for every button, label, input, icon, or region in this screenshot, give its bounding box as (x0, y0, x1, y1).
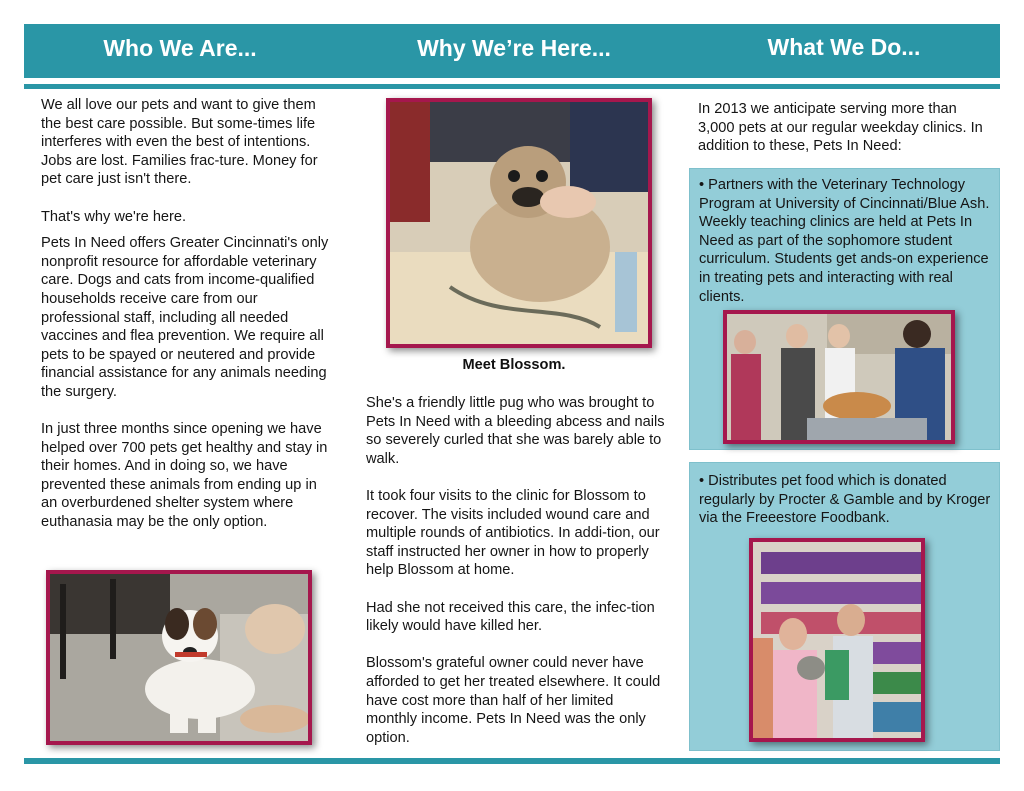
paragraph: In just three months since opening we have helped over 700 pets get healthy and stay in their homes. And in doing so, we have prevented these animals from ending up in an overburdened shelter system where euthanasia may be the only option. (41, 421, 328, 531)
paragraph: That's why we're here. (41, 208, 187, 225)
vet-tech-bullet: • Partners with the Veterinary Technology Program at University of Cincinnati/Blue Ash. Weekly teaching clinics are held at Pets In Need as part of the sophomore student curriculum. Students get ands-on experience in treating pets and interacting with real clients. (699, 177, 990, 305)
what-we-do-title: What We Do... (767, 34, 921, 60)
teaching-clinic-photo (723, 310, 955, 444)
dog-photo (46, 570, 312, 745)
why-we-are-here-body (366, 394, 666, 747)
dog-photo-illustration (50, 574, 308, 741)
paragraph: She's a friendly little pug who was brought to Pets In Need with a bleeding abcess and nails so severely curled that she was barely able to walk. (366, 395, 665, 467)
vet-tech-panel (689, 168, 1000, 450)
paragraph: It took four visits to the clinic for Blossom to recover. The visits included wound care and multiple rounds of antibiotics. In addi-tion, our staff instructed her owner in how to properly help Blossom at home. (366, 487, 660, 579)
paragraph: Pets In Need offers Greater Cincinnati's only nonprofit resource for affordable veterinary care. Dogs and cats from income-qualified households receive care from our professional staff, including all needed vaccines and flea prevention. We require all pets to be spayed or neutered and provide financial assistance for any animals needing the surgery. (41, 235, 329, 400)
why-we-are-here-title: Why We’re Here... (417, 35, 611, 61)
paragraph: Had she not received this care, the infec-tion likely would have killed her. (366, 599, 655, 635)
pet-food-illustration (753, 542, 921, 738)
pet-food-donation-photo (749, 538, 925, 742)
paragraph: We all love our pets and want to give them the best care possible. But some-times life interferes with even the best of intentions. Jobs are lost. Families frac-ture. Money for pet care just isn't there. (41, 97, 318, 188)
header-divider (24, 84, 1000, 89)
blossom-pug-photo (386, 98, 652, 348)
who-we-are-body (41, 96, 333, 532)
pet-food-bullet: • Distributes pet food which is donated regularly by Procter & Gamble and by Kroger via the Freeestore Foodbank. (699, 473, 991, 527)
who-we-are-title: Who We Are... (103, 35, 257, 61)
paragraph: Blossom's grateful owner could never have afforded to get her treated elsewhere. It could have cost more than half of her limited monthly income. Pets In Need was the only option. (366, 655, 661, 746)
footer-divider (24, 758, 1000, 764)
what-we-do-intro: In 2013 we anticipate serving more than 3,000 pets at our regular weekday clinics. In addition to these, Pets In Need: (698, 101, 983, 155)
pet-food-panel (689, 462, 1000, 751)
teaching-clinic-illustration (727, 314, 951, 440)
pug-photo-illustration (390, 102, 648, 344)
blossom-caption: Meet Blossom. (462, 357, 566, 373)
